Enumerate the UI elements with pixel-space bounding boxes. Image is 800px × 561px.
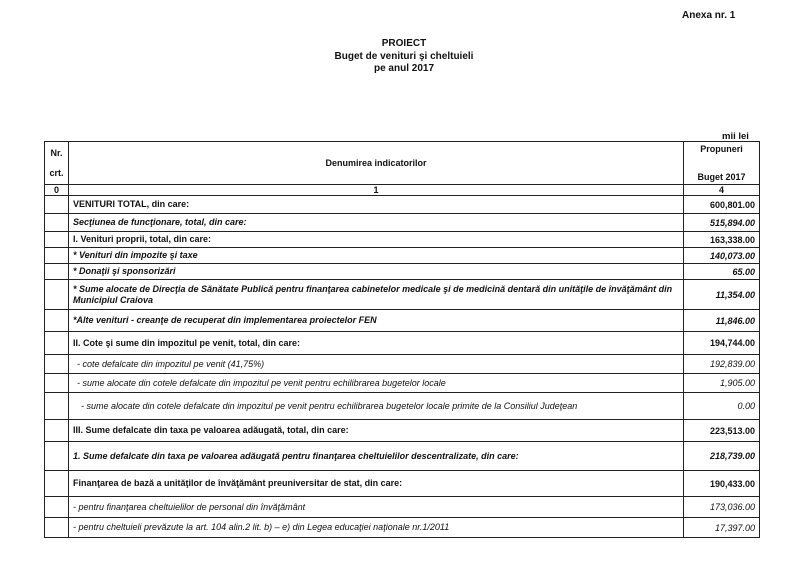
indicator-cell: - sume alocate din cotele defalcate din impozitul pe venit pentru echilibrarea bugetelor locale	[69, 374, 684, 393]
value-cell: 173,036.00	[684, 497, 760, 518]
value-cell: 163,338.00	[684, 232, 760, 248]
column-number-1: 1	[69, 185, 684, 196]
nr-cell	[45, 332, 69, 355]
table-row	[45, 471, 760, 497]
nr-cell	[45, 355, 69, 374]
value-cell: 140,073.00	[684, 248, 760, 264]
column-header-nr-line2: crt.	[49, 167, 64, 178]
nr-cell	[45, 518, 69, 538]
nr-cell	[45, 471, 69, 497]
column-header-name: Denumirea indicatorilor	[69, 142, 684, 185]
document-title	[0, 38, 800, 76]
title-line-3: pe anul 2017	[373, 63, 435, 74]
nr-cell	[45, 214, 69, 232]
table-row	[45, 355, 760, 374]
value-cell: 190,433.00	[684, 471, 760, 497]
value-cell: 11,846.00	[684, 310, 760, 332]
value-cell: 0.00	[684, 393, 760, 420]
column-header-nr-line1: Nr.	[50, 147, 63, 158]
nr-cell	[45, 280, 69, 310]
title-line-2: Buget de venituri şi cheltuieli	[334, 50, 474, 62]
title-line-1: PROIECT	[381, 38, 427, 49]
annex-label: Anexa nr. 1	[682, 10, 736, 21]
table-row	[45, 497, 760, 518]
value-cell: 192,839.00	[684, 355, 760, 374]
nr-cell	[45, 420, 69, 442]
value-cell: 223,513.00	[684, 420, 760, 442]
indicator-cell: - pentru cheltuieli prevăzute la art. 104 alin.2 lit. b) – e) din Legea educaţiei naţionale nr.1/2011	[69, 518, 684, 538]
table-row	[45, 374, 760, 393]
column-header-proposal	[684, 142, 760, 185]
table-row	[45, 280, 760, 310]
column-header-nr	[45, 142, 69, 185]
table-row	[45, 264, 760, 280]
column-number-row	[45, 185, 760, 196]
indicator-cell: *Alte venituri - creanţe de recuperat din implementarea proiectelor FEN	[69, 310, 684, 332]
nr-cell	[45, 374, 69, 393]
table-row	[45, 332, 760, 355]
indicator-cell: * Venituri din impozite şi taxe	[69, 248, 684, 264]
table-row	[45, 232, 760, 248]
indicator-cell: - cote defalcate din impozitul pe venit (41,75%)	[69, 355, 684, 374]
column-header-proposal-line2: Buget 2017	[697, 171, 746, 182]
table-row	[45, 420, 760, 442]
indicator-cell: * Donaţii şi sponsorizări	[69, 264, 684, 280]
value-cell: 600,801.00	[684, 196, 760, 214]
value-cell: 1,905.00	[684, 374, 760, 393]
indicator-cell: * Sume alocate de Direcţia de Sănătate Publică pentru finanţarea cabinetelor medicale şi de medicină dentară din unităţile de învăţământ din Municipiul Craiova	[69, 280, 684, 310]
indicator-cell: I. Venituri proprii, total, din care:	[69, 232, 684, 248]
indicator-cell: - pentru finanţarea cheltuielilor de personal din învăţământ	[69, 497, 684, 518]
indicator-cell: Secţiunea de funcţionare, total, din care:	[69, 214, 684, 232]
value-cell: 194,744.00	[684, 332, 760, 355]
column-header-proposal-line1: Propuneri	[700, 143, 743, 154]
table-row	[45, 310, 760, 332]
nr-cell	[45, 232, 69, 248]
table-header-row	[45, 142, 760, 185]
table-row	[45, 214, 760, 232]
indicator-cell: 1. Sume defalcate din taxa pe valoarea adăugată pentru finanţarea cheltuielilor descentralizate, din care:	[69, 442, 684, 471]
indicator-cell: Finanţarea de bază a unităţilor de învăţământ preuniversitar de stat, din care:	[69, 471, 684, 497]
value-cell: 515,894.00	[684, 214, 760, 232]
column-number-0: 0	[45, 185, 69, 196]
budget-table	[44, 141, 760, 538]
nr-cell	[45, 264, 69, 280]
table-row	[45, 442, 760, 471]
value-cell: 65.00	[684, 264, 760, 280]
indicator-cell: III. Sume defalcate din taxa pe valoarea adăugată, total, din care:	[69, 420, 684, 442]
unit-label: mii lei	[722, 131, 749, 142]
table-row	[45, 518, 760, 538]
value-cell: 11,354.00	[684, 280, 760, 310]
nr-cell	[45, 497, 69, 518]
column-number-4: 4	[684, 185, 760, 196]
indicator-cell: VENITURI TOTAL, din care:	[69, 196, 684, 214]
indicator-cell: - sume alocate din cotele defalcate din impozitul pe venit pentru echilibrarea bugetelor locale primite de la Consiliul Judeţean	[69, 393, 684, 420]
value-cell: 218,739.00	[684, 442, 760, 471]
nr-cell	[45, 442, 69, 471]
table-row	[45, 393, 760, 420]
nr-cell	[45, 248, 69, 264]
nr-cell	[45, 393, 69, 420]
indicator-cell: II. Cote şi sume din impozitul pe venit, total, din care:	[69, 332, 684, 355]
table-row	[45, 248, 760, 264]
table-row	[45, 196, 760, 214]
nr-cell	[45, 310, 69, 332]
nr-cell	[45, 196, 69, 214]
value-cell: 17,397.00	[684, 518, 760, 538]
